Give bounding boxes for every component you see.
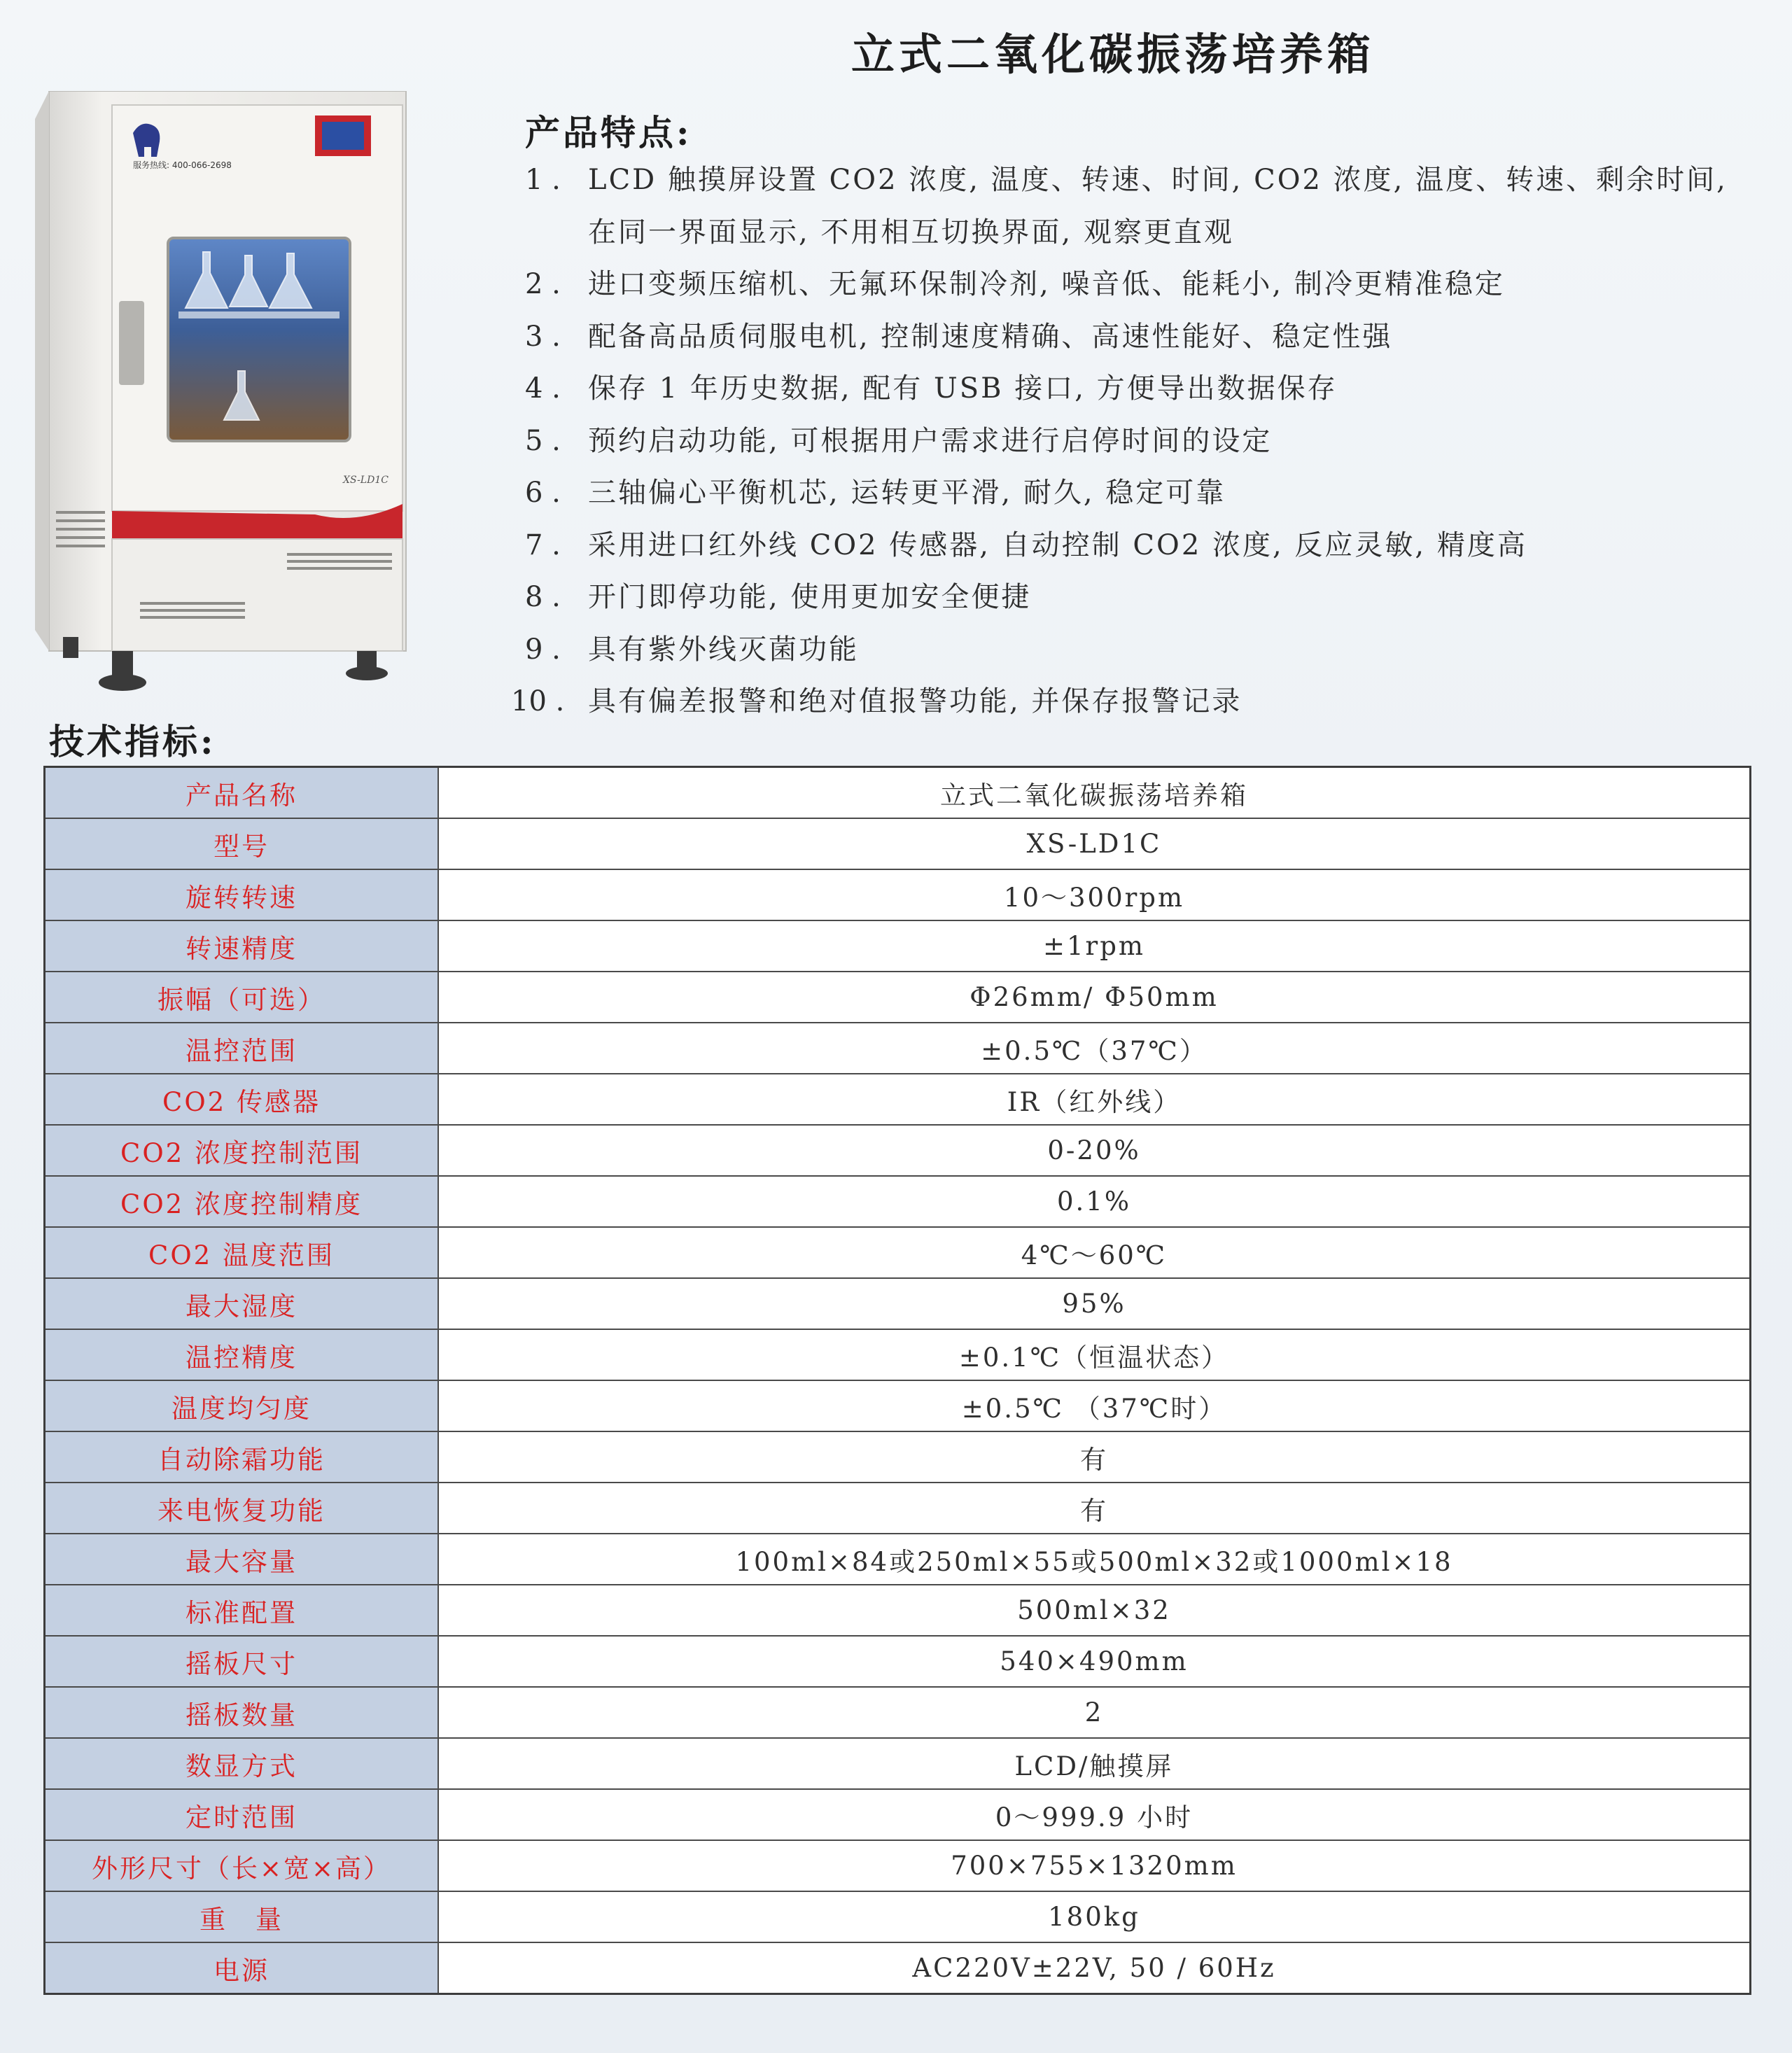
spec-label: CO2 传感器 [45, 1074, 439, 1125]
spec-label: 振幅（可选） [45, 972, 439, 1023]
spec-value: 2 [438, 1687, 1751, 1738]
feature-text: 三轴偏心平衡机芯, 运转更平滑, 耐久, 稳定可靠 [588, 477, 1226, 509]
product-image [35, 91, 427, 707]
table-row [45, 1023, 1751, 1074]
feature-text: 配备高品质伺服电机, 控制速度精确、高速性能好、稳定性强 [588, 320, 1393, 353]
spec-label: 最大容量 [45, 1534, 439, 1585]
spec-label: 标准配置 [45, 1585, 439, 1636]
spec-label: CO2 浓度控制精度 [45, 1176, 439, 1227]
feature-number: 2 . [525, 268, 561, 300]
table-row [45, 1176, 1751, 1227]
door-handle [119, 301, 144, 385]
feature-item [511, 154, 1771, 206]
table-row [45, 1942, 1751, 1994]
table-row [45, 1278, 1751, 1329]
table-row [45, 767, 1751, 819]
spec-label: 旋转转速 [45, 869, 439, 920]
table-row [45, 1636, 1751, 1687]
feature-item [511, 363, 1771, 415]
feature-number: 8 . [525, 581, 561, 613]
feature-item [511, 571, 1771, 624]
spec-label: 最大湿度 [45, 1278, 439, 1329]
table-row [45, 1789, 1751, 1840]
feature-item [511, 311, 1771, 363]
spec-value: AC220V±22V, 50 / 60Hz [438, 1942, 1751, 1994]
spec-value: 有 [438, 1483, 1751, 1534]
feature-text: 进口变频压缩机、无氟环保制冷剂, 噪音低、能耗小, 制冷更精准稳定 [588, 268, 1505, 300]
table-row [45, 1431, 1751, 1483]
spec-label: CO2 浓度控制范围 [45, 1125, 439, 1176]
spec-value: 540×490mm [438, 1636, 1751, 1687]
feature-text: 采用进口红外线 CO2 传感器, 自动控制 CO2 浓度, 反应灵敏, 精度高 [588, 528, 1527, 561]
spec-value: 4℃～60℃ [438, 1227, 1751, 1278]
spec-label: 重 量 [45, 1891, 439, 1942]
door-window [168, 238, 350, 441]
spec-value: 180kg [438, 1891, 1751, 1942]
spec-value: Φ26mm/ Φ50mm [438, 972, 1751, 1023]
table-row [45, 920, 1751, 972]
spec-value: 500ml×32 [438, 1585, 1751, 1636]
spec-value: ±0.1℃（恒温状态） [438, 1329, 1751, 1380]
feature-number: 4 . [525, 372, 561, 405]
feature-text: 预约启动功能, 可根据用户需求进行启停时间的设定 [588, 424, 1273, 457]
hotline-text: 服务热线: 400-066-2698 [133, 160, 232, 170]
spec-label: 摇板尺寸 [45, 1636, 439, 1687]
feature-number: 3 . [525, 320, 561, 353]
cabinet-side [35, 91, 49, 651]
spec-value: ±1rpm [438, 920, 1751, 972]
spec-label: 定时范围 [45, 1789, 439, 1840]
spec-value: 0～999.9 小时 [438, 1789, 1751, 1840]
spec-label: 数显方式 [45, 1738, 439, 1789]
feature-item [511, 467, 1771, 519]
table-row [45, 1125, 1751, 1176]
feature-text: 具有偏差报警和绝对值报警功能, 并保存报警记录 [588, 685, 1242, 717]
feature-item [511, 675, 1771, 728]
feature-number: 5 . [525, 424, 561, 457]
feature-item [511, 624, 1771, 676]
table-row [45, 1891, 1751, 1942]
spec-value: ±0.5℃（37℃） [438, 1023, 1751, 1074]
spec-label: 来电恢复功能 [45, 1483, 439, 1534]
feature-text: 在同一界面显示, 不用相互切换界面, 观察更直观 [588, 216, 1234, 248]
spec-label: 型号 [45, 818, 439, 869]
table-row [45, 1840, 1751, 1891]
spec-value: 有 [438, 1431, 1751, 1483]
feature-item-continuation [511, 206, 1771, 259]
feature-item [511, 415, 1771, 468]
model-mark: XS-LD1C [343, 475, 388, 486]
table-row [45, 1585, 1751, 1636]
table-row [45, 1227, 1751, 1278]
spec-label: 外形尺寸（长×宽×高） [45, 1840, 439, 1891]
spec-value: 700×755×1320mm [438, 1840, 1751, 1891]
table-row [45, 1483, 1751, 1534]
spec-value: LCD/触摸屏 [438, 1738, 1751, 1789]
feature-number: 6 . [525, 477, 561, 509]
spec-value: 95% [438, 1278, 1751, 1329]
table-row [45, 1534, 1751, 1585]
table-row [45, 1074, 1751, 1125]
spec-label: 转速精度 [45, 920, 439, 972]
spec-value: 立式二氧化碳振荡培养箱 [438, 767, 1751, 819]
spec-label: 电源 [45, 1942, 439, 1994]
spec-label: 产品名称 [45, 767, 439, 819]
spec-value: 100ml×84或250ml×55或500ml×32或1000ml×18 [438, 1534, 1751, 1585]
spec-label: 摇板数量 [45, 1687, 439, 1738]
feature-item [511, 519, 1771, 572]
feature-text: 开门即停功能, 使用更加安全便捷 [588, 581, 1032, 613]
table-row [45, 1380, 1751, 1431]
feature-number: 9 . [525, 633, 561, 666]
specs-table [43, 766, 1751, 1995]
spec-value: 0-20% [438, 1125, 1751, 1176]
spec-label: CO2 温度范围 [45, 1227, 439, 1278]
feature-text: 具有紫外线灭菌功能 [588, 633, 859, 666]
table-row [45, 972, 1751, 1023]
feature-number: 10 . [511, 685, 565, 717]
spec-value: ±0.5℃ （37℃时） [438, 1380, 1751, 1431]
spec-label: 温控精度 [45, 1329, 439, 1380]
spec-value: XS-LD1C [438, 818, 1751, 869]
spec-label: 自动除霜功能 [45, 1431, 439, 1483]
table-row [45, 818, 1751, 869]
feature-text: LCD 触摸屏设置 CO2 浓度, 温度、转速、时间, CO2 浓度, 温度、转速、剩余时间, [588, 164, 1728, 196]
specs-heading: 技术指标: [49, 721, 216, 762]
features-list [511, 154, 1771, 728]
features-heading: 产品特点: [525, 112, 692, 153]
table-row [45, 1329, 1751, 1380]
table-row [45, 869, 1751, 920]
table-row [45, 1738, 1751, 1789]
spec-value: IR（红外线） [438, 1074, 1751, 1125]
page-title: 立式二氧化碳振荡培养箱 [850, 29, 1375, 80]
spec-label: 温控范围 [45, 1023, 439, 1074]
spec-value: 10～300rpm [438, 869, 1751, 920]
table-row [45, 1687, 1751, 1738]
feature-number: 7 . [525, 528, 561, 561]
spec-value: 0.1% [438, 1176, 1751, 1227]
feature-text: 保存 1 年历史数据, 配有 USB 接口, 方便导出数据保存 [588, 372, 1338, 405]
feature-item [511, 258, 1771, 311]
feature-number: 1 . [525, 164, 561, 196]
spec-label: 温度均匀度 [45, 1380, 439, 1431]
